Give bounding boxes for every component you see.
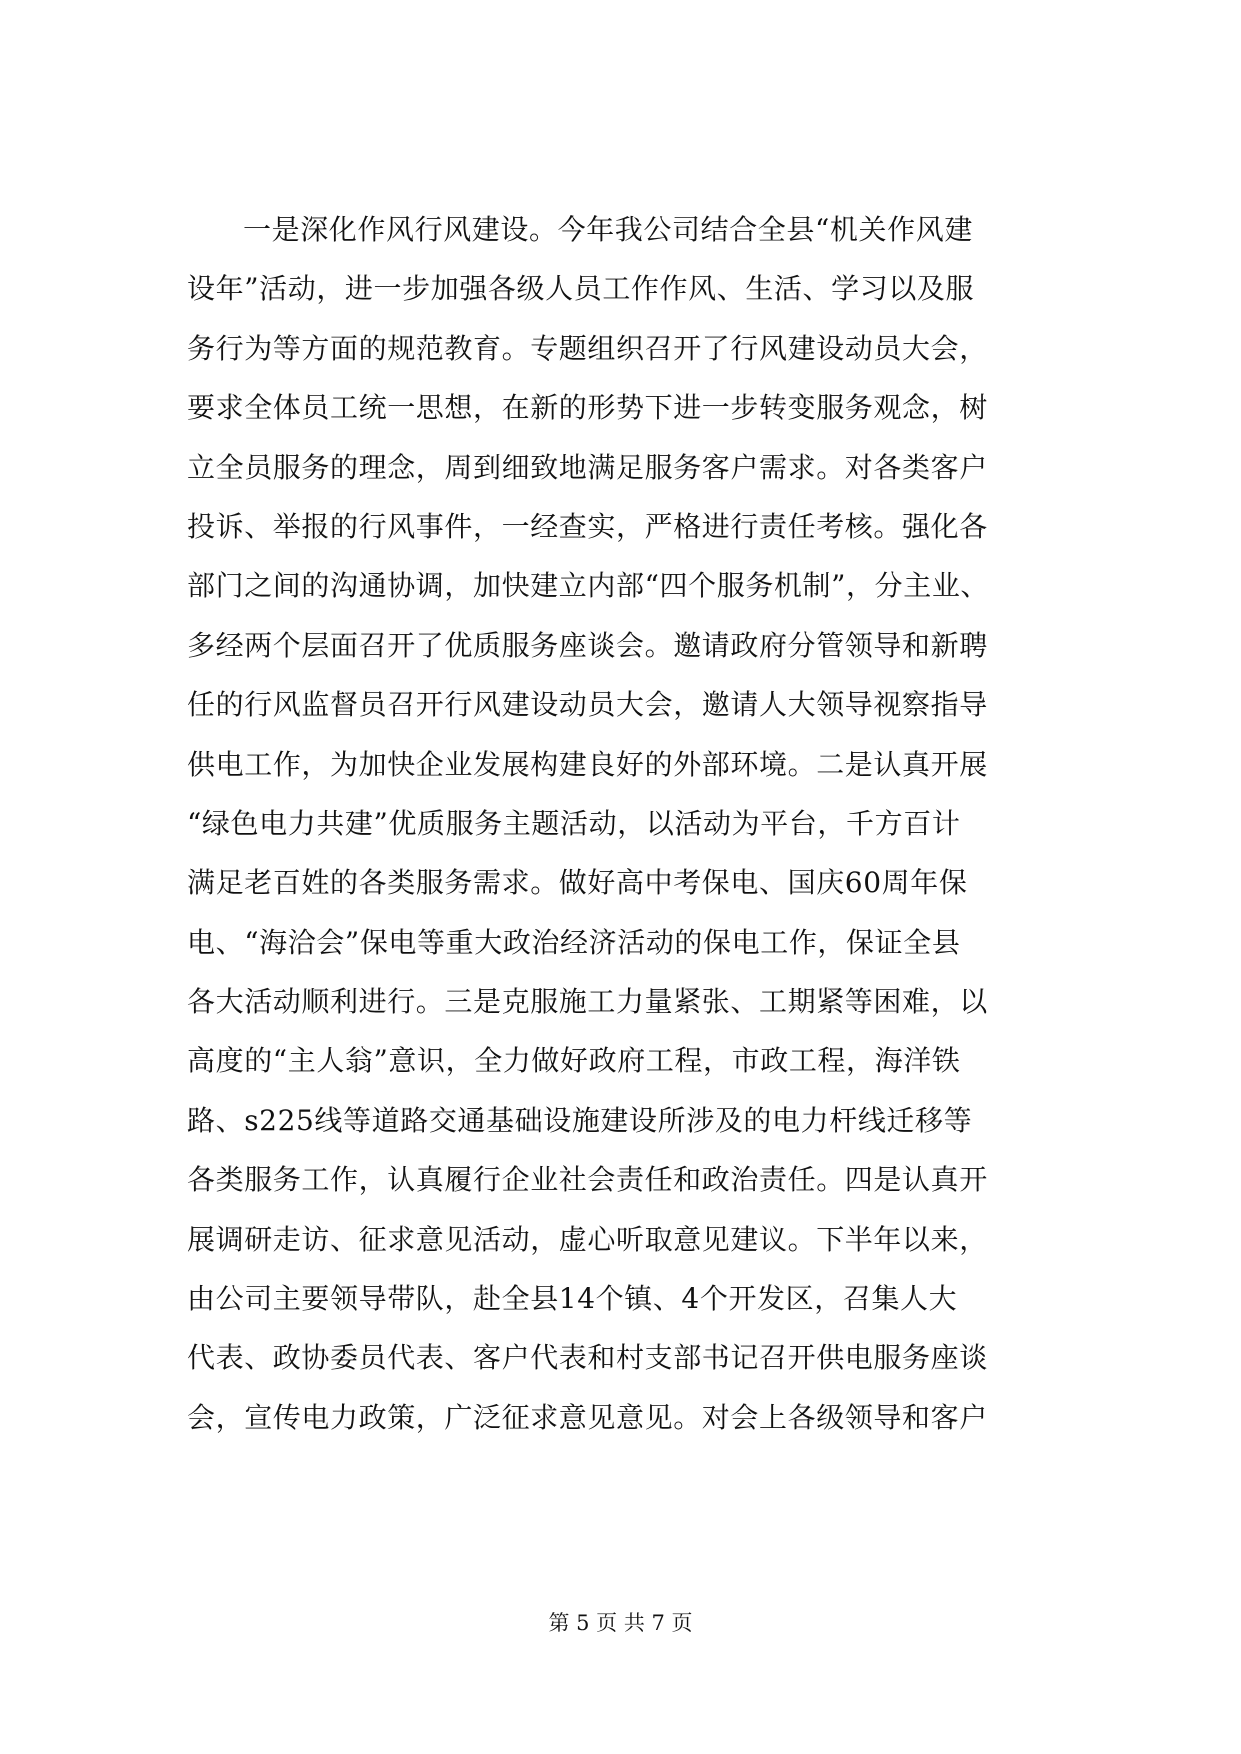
text-line-18: 展调研走访、征求意见活动，虚心听取意见建议。下半年以来， — [187, 1222, 988, 1256]
text-line-6: 投诉、举报的行风事件，一经查实，严格进行责任考核。强化各 — [187, 509, 988, 543]
text-line-16: 路、s225线等道路交通基础设施建设所涉及的电力杆线迁移等 — [187, 1103, 973, 1137]
page-number-footer: 第 5 页 共 7 页 — [548, 1611, 693, 1635]
text-line-21: 会，宣传电力政策，广泛征求意见意见。对会上各级领导和客户 — [187, 1400, 988, 1434]
text-line-13: 电、“海洽会”保电等重大政治经济活动的保电工作，保证全县 — [187, 925, 961, 959]
text-line-12: 满足老百姓的各类服务需求。做好高中考保电、国庆60周年保 — [187, 866, 968, 900]
text-line-1: 一是深化作风行风建设。今年我公司结合全县“机关作风建 — [243, 213, 973, 246]
body-paragraph — [187, 200, 1087, 1447]
text-line-14: 各大活动顺利进行。三是克服施工力量紧张、工期紧等困难，以 — [187, 985, 988, 1019]
text-line-2: 设年”活动，进一步加强各级人员工作作风、生活、学习以及服 — [187, 272, 975, 306]
text-line-3: 务行为等方面的规范教育。专题组织召开了行风建设动员大会， — [187, 331, 988, 365]
text-line-20: 代表、政协委员代表、客户代表和村支部书记召开供电服务座谈 — [187, 1341, 988, 1375]
text-line-17: 各类服务工作，认真履行企业社会责任和政治责任。四是认真开 — [187, 1163, 988, 1197]
text-line-10: 供电工作，为加快企业发展构建良好的外部环境。二是认真开展 — [187, 747, 988, 781]
text-line-15: 高度的“主人翁”意识，全力做好政府工程，市政工程，海洋铁 — [187, 1044, 961, 1078]
text-line-8: 多经两个层面召开了优质服务座谈会。邀请政府分管领导和新聘 — [187, 628, 988, 662]
text-line-19: 由公司主要领导带队，赴全县14个镇、4个开发区，召集人大 — [187, 1282, 958, 1316]
text-line-11: “绿色电力共建”优质服务主题活动，以活动为平台，千方百计 — [187, 806, 961, 840]
text-line-7: 部门之间的沟通协调，加快建立内部“四个服务机制”，分主业、 — [187, 569, 990, 603]
text-line-4: 要求全体员工统一思想，在新的形势下进一步转变服务观念，树 — [187, 391, 988, 425]
text-line-5: 立全员服务的理念，周到细致地满足服务客户需求。对各类客户 — [187, 450, 988, 484]
text-line-9: 任的行风监督员召开行风建设动员大会，邀请人大领导视察指导 — [187, 688, 988, 722]
